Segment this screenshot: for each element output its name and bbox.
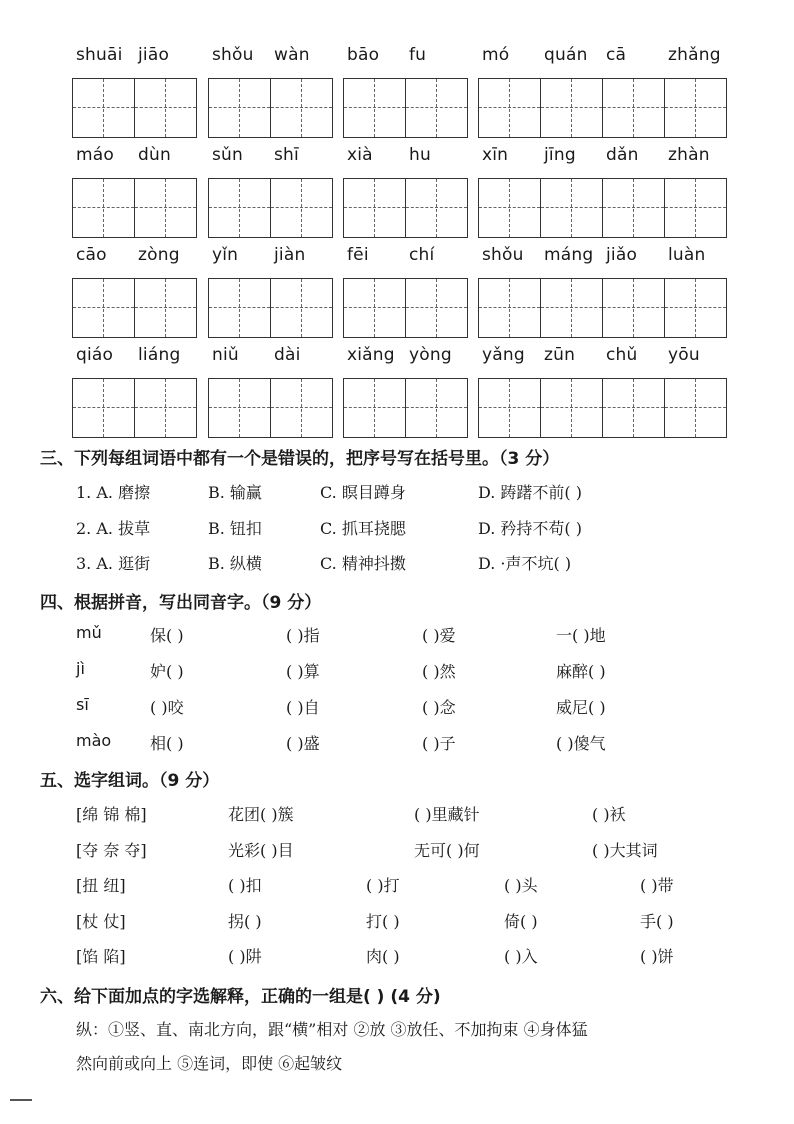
writing-box[interactable] [665,79,727,137]
pinyin-word-group [72,245,197,343]
section-4-item-cell[interactable]: ( )算 [286,662,320,681]
pinyin-word-group [343,245,468,343]
writing-box[interactable] [135,79,197,137]
section-5-item-cell[interactable]: ( )头 [504,876,538,895]
section-5-item-cell[interactable]: ( )饼 [640,947,674,966]
pinyin-syllable: cāo [76,245,107,265]
writing-box[interactable] [344,279,406,337]
pinyin-word-group [478,345,727,443]
section-4-item-cell: jì [76,659,85,678]
writing-box[interactable] [541,379,603,437]
section-5-item-cell[interactable]: 手( ) [640,912,674,931]
pinyin-word-group [343,345,468,443]
pinyin-word-group [478,45,727,143]
pinyin-syllable: shǒu [212,45,254,65]
pinyin-syllable: jiāo [138,45,170,65]
section-5-item-cell[interactable]: 花团( )簇 [228,805,294,824]
pinyin-syllable: shuāi [76,45,123,65]
pinyin-row [72,145,728,243]
section-4-title: 四、根据拼音，写出同音字。（9 分） [40,593,322,613]
section-5-item-cell[interactable]: 倚( ) [504,912,538,931]
section-5-item-cell[interactable]: ( )入 [504,947,538,966]
writing-box[interactable] [603,79,665,137]
section-5-title: 五、选字组词。（9 分） [40,771,220,791]
section-4-item-cell[interactable]: ( )盛 [286,734,320,753]
writing-box[interactable] [135,179,197,237]
pinyin-syllable: chí [409,245,435,265]
section-5-item-cell[interactable]: ( )扣 [228,876,262,895]
section-6-definition-line-2: 然向前或向上 ⑤连词，即使 ⑥起皱纹 [76,1054,343,1073]
pinyin-syllable: jiǎo [606,245,638,265]
section-4-item-cell[interactable]: 妒( ) [150,662,184,681]
pinyin-syllable: dùn [138,145,171,165]
pinyin-word-group [478,145,727,243]
pinyin-syllable: quán [544,45,588,65]
pinyin-syllable: máo [76,145,114,165]
pinyin-syllable: dài [274,345,301,365]
section-6-definition-line-1: 纵：①竖、直、南北方向，跟“横”相对 ②放 ③放任、不加拘束 ④身体猛 [76,1020,588,1039]
pinyin-syllable: shǒu [482,245,524,265]
writing-box[interactable] [135,279,197,337]
writing-box[interactable] [406,379,468,437]
pinyin-syllable: niǔ [212,345,239,365]
pinyin-word-group [478,245,727,343]
section-5-item-cell[interactable]: ( )带 [640,876,674,895]
section-4-item-cell[interactable]: 威尼( ) [556,698,606,717]
pinyin-row [72,245,728,343]
writing-box[interactable] [541,179,603,237]
section-4-item-cell[interactable]: 一( )地 [556,626,606,645]
pinyin-syllable: wàn [274,45,310,65]
pinyin-syllable: jīng [544,145,576,165]
pinyin-syllable: liáng [138,345,181,365]
writing-box[interactable] [406,279,468,337]
pinyin-word-group [72,345,197,443]
writing-box[interactable] [271,179,333,237]
pinyin-syllable: cā [606,45,627,65]
pinyin-syllable: yǎng [482,345,525,365]
section-3-item-cell: C. 精神抖擞 [320,554,406,573]
writing-box[interactable] [73,179,135,237]
pinyin-syllable: yōu [668,345,700,365]
section-4-item-cell[interactable]: 相( ) [150,734,184,753]
writing-box[interactable] [271,379,333,437]
pinyin-syllable: máng [544,245,594,265]
section-5-item-cell[interactable]: 打( ) [366,912,400,931]
writing-box[interactable] [344,379,406,437]
section-5-item-cell: [杖 仗] [76,912,126,931]
section-3-item-cell: 1. A. 磨擦 [76,483,151,502]
section-3-item-cell: 2. A. 拔草 [76,519,151,538]
section-4-item-cell[interactable]: 保( ) [150,626,184,645]
writing-box[interactable] [344,179,406,237]
writing-box[interactable] [406,79,468,137]
section-3-item-cell[interactable]: D. 矜持不苟( ) [478,519,583,538]
page-corner-mark [10,1099,32,1101]
pinyin-syllable: chǔ [606,345,638,365]
pinyin-syllable: fēi [347,245,369,265]
writing-box[interactable] [209,79,271,137]
pinyin-syllable: xià [347,145,373,165]
pinyin-word-group [208,45,333,143]
pinyin-syllable: xiǎng [347,345,395,365]
section-4-item-cell[interactable]: ( )咬 [150,698,184,717]
section-5-item-cell: [夺 奈 夺] [76,841,147,860]
pinyin-word-group [343,45,468,143]
writing-box[interactable] [479,179,541,237]
writing-box[interactable] [209,379,271,437]
pinyin-syllable: hu [409,145,431,165]
section-3-item-cell: B. 输赢 [208,483,262,502]
pinyin-syllable: yòng [409,345,452,365]
section-4-item-cell: sī [76,695,89,714]
pinyin-syllable: yǐn [212,245,239,265]
pinyin-syllable: xīn [482,145,509,165]
writing-box[interactable] [209,179,271,237]
pinyin-word-group [208,345,333,443]
section-5-item-cell: [绵 锦 棉] [76,805,147,824]
writing-box[interactable] [479,279,541,337]
section-5-item-cell[interactable]: 光彩( )目 [228,841,294,860]
section-5-item-cell: [馅 陷] [76,947,126,966]
writing-box[interactable] [479,79,541,137]
writing-box[interactable] [406,179,468,237]
section-5-item-cell[interactable]: ( )阱 [228,947,262,966]
section-3-item-cell[interactable]: D. 踌躇不前( ) [478,483,583,502]
pinyin-row [72,45,728,143]
writing-box[interactable] [73,79,135,137]
pinyin-row [72,345,728,443]
section-3-item-cell[interactable]: D. ·声不坑( ) [478,554,572,573]
pinyin-syllable: fu [409,45,427,65]
section-5-item-cell[interactable]: ( )里藏针 [414,805,480,824]
section-4-item-cell[interactable]: ( )子 [422,734,456,753]
section-3-item-cell: B. 钮扣 [208,519,262,538]
writing-box[interactable] [541,79,603,137]
writing-box[interactable] [271,79,333,137]
writing-box[interactable] [603,179,665,237]
pinyin-syllable: jiàn [274,245,306,265]
pinyin-syllable: qiáo [76,345,114,365]
section-5-item-cell[interactable]: ( )大其词 [592,841,658,860]
section-4-item-cell: mǔ [76,623,102,642]
writing-box[interactable] [665,379,727,437]
pinyin-syllable: zhàn [668,145,710,165]
section-4-item-cell[interactable]: 麻醉( ) [556,662,606,681]
section-6-title: 六、给下面加点的字选解释，正确的一组是( ) (4 分) [40,987,441,1007]
writing-box[interactable] [73,279,135,337]
section-5-item-cell[interactable]: ( )袄 [592,805,626,824]
section-5-item-cell: [扭 纽] [76,876,126,895]
pinyin-syllable: luàn [668,245,706,265]
section-4-item-cell[interactable]: ( )爱 [422,626,456,645]
writing-box[interactable] [73,379,135,437]
pinyin-word-group [208,145,333,243]
section-4-item-cell: mào [76,731,112,750]
writing-box[interactable] [271,279,333,337]
pinyin-syllable: zhǎng [668,45,721,65]
pinyin-syllable: mó [482,45,510,65]
section-3-item-cell: C. 瞑目蹲身 [320,483,406,502]
section-3-item-cell: C. 抓耳挠腮 [320,519,406,538]
pinyin-syllable: shī [274,145,299,165]
section-4-item-cell[interactable]: ( )然 [422,662,456,681]
pinyin-word-group [208,245,333,343]
section-5-item-cell[interactable]: 肉( ) [366,947,400,966]
writing-box[interactable] [603,279,665,337]
section-3-item-cell: B. 纵横 [208,554,262,573]
writing-box[interactable] [665,279,727,337]
writing-box[interactable] [135,379,197,437]
section-4-item-cell[interactable]: ( )傻气 [556,734,606,753]
pinyin-syllable: sǔn [212,145,244,165]
pinyin-word-group [72,45,197,143]
pinyin-syllable: bāo [347,45,380,65]
section-4-item-cell[interactable]: ( )指 [286,626,320,645]
section-3-item-cell: 3. A. 逛街 [76,554,151,573]
pinyin-syllable: zòng [138,245,180,265]
writing-box[interactable] [209,279,271,337]
section-4-item-cell[interactable]: ( )念 [422,698,456,717]
section-4-item-cell[interactable]: ( )自 [286,698,320,717]
writing-box[interactable] [665,179,727,237]
pinyin-word-group [72,145,197,243]
writing-box[interactable] [479,379,541,437]
section-5-item-cell[interactable]: 拐( ) [228,912,262,931]
pinyin-syllable: dǎn [606,145,639,165]
section-3-title: 三、下列每组词语中都有一个是错误的，把序号写在括号里。（3 分） [40,449,560,469]
writing-box[interactable] [603,379,665,437]
section-5-item-cell[interactable]: ( )打 [366,876,400,895]
writing-box[interactable] [344,79,406,137]
writing-box[interactable] [541,279,603,337]
pinyin-word-group [343,145,468,243]
section-5-item-cell[interactable]: 无可( )何 [414,841,480,860]
pinyin-syllable: zūn [544,345,576,365]
